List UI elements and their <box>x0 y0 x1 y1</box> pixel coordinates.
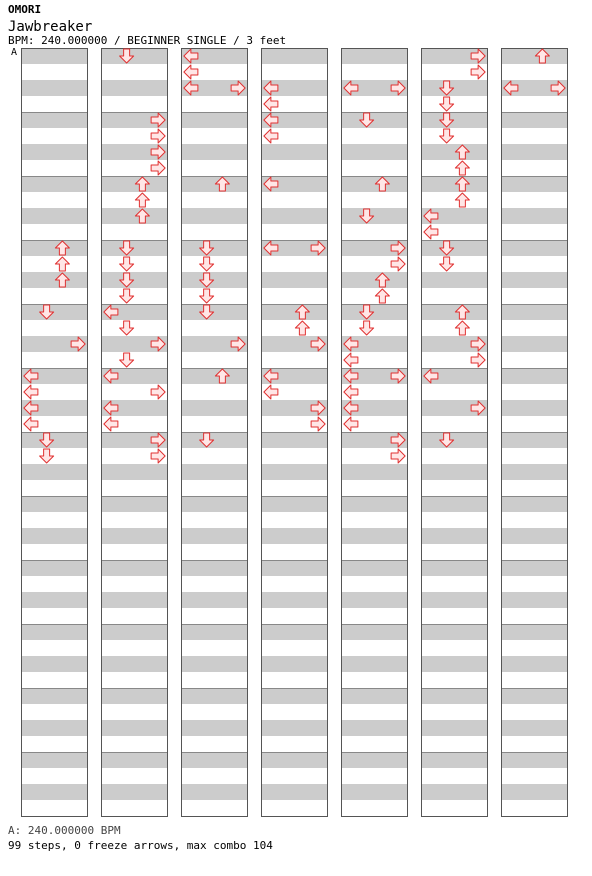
beat-stripe <box>261 208 328 224</box>
step-arrow-left <box>264 385 278 399</box>
beat-stripe <box>261 752 328 768</box>
beat-stripe <box>21 496 88 512</box>
beat-stripe <box>181 624 248 640</box>
beat-stripe <box>501 624 568 640</box>
chart-column-1 <box>21 48 88 817</box>
beat-stripe <box>501 240 568 256</box>
step-arrow-left <box>424 225 438 239</box>
beat-stripe <box>421 112 488 128</box>
beat-stripe <box>261 720 328 736</box>
beat-stripe <box>501 592 568 608</box>
beat-stripe <box>501 336 568 352</box>
beat-stripe <box>341 464 408 480</box>
beat-stripe <box>21 592 88 608</box>
beat-stripe <box>261 624 328 640</box>
beat-stripe <box>21 752 88 768</box>
beat-stripe <box>21 720 88 736</box>
beat-stripe <box>421 688 488 704</box>
beat-stripe <box>101 176 168 192</box>
step-arrow-down <box>200 289 214 303</box>
beat-stripe <box>21 240 88 256</box>
beat-stripe <box>501 560 568 576</box>
beat-stripe <box>421 176 488 192</box>
step-arrow-right <box>151 161 165 175</box>
bpm-legend: A: 240.000000 BPM <box>8 824 121 837</box>
beat-stripe <box>501 400 568 416</box>
beat-stripe <box>421 592 488 608</box>
beat-stripe <box>261 432 328 448</box>
beat-stripe <box>421 80 488 96</box>
beat-stripe <box>341 560 408 576</box>
beat-stripe <box>181 304 248 320</box>
beat-stripe <box>181 400 248 416</box>
step-arrow-down <box>200 257 214 271</box>
beat-stripe <box>501 48 568 64</box>
beat-stripe <box>341 304 408 320</box>
beat-stripe <box>501 528 568 544</box>
beat-stripe <box>501 112 568 128</box>
beat-stripe <box>261 496 328 512</box>
beat-stripe <box>181 720 248 736</box>
beat-stripe <box>341 496 408 512</box>
beat-stripe <box>101 48 168 64</box>
beat-stripe <box>21 176 88 192</box>
step-arrow-right <box>471 353 485 367</box>
beat-stripe <box>261 272 328 288</box>
beat-stripe <box>181 496 248 512</box>
step-arrow-left <box>344 417 358 431</box>
beat-stripe <box>21 80 88 96</box>
beat-stripe <box>181 208 248 224</box>
beat-stripe <box>21 144 88 160</box>
step-arrow-right <box>391 257 405 271</box>
chart-info: BPM: 240.000000 / BEGINNER SINGLE / 3 feet <box>8 34 287 47</box>
beat-stripe <box>181 240 248 256</box>
step-arrow-down <box>120 321 134 335</box>
beat-stripe <box>341 176 408 192</box>
beat-stripe <box>341 784 408 800</box>
beat-stripe <box>181 176 248 192</box>
beat-stripe <box>101 464 168 480</box>
beat-stripe <box>101 560 168 576</box>
beat-stripe <box>101 784 168 800</box>
artist-name: OMORI <box>8 3 42 16</box>
beat-stripe <box>101 624 168 640</box>
beat-stripe <box>501 272 568 288</box>
beat-stripe <box>101 752 168 768</box>
beat-stripe <box>261 688 328 704</box>
beat-stripe <box>21 688 88 704</box>
beat-stripe <box>421 528 488 544</box>
step-arrow-down <box>440 129 454 143</box>
beat-stripe <box>101 80 168 96</box>
beat-stripe <box>261 304 328 320</box>
beat-stripe <box>21 624 88 640</box>
beat-stripe <box>101 528 168 544</box>
step-arrow-left <box>24 417 38 431</box>
beat-stripe <box>21 464 88 480</box>
beat-stripe <box>261 784 328 800</box>
beat-stripe <box>181 560 248 576</box>
step-arrow-down <box>440 97 454 111</box>
beat-stripe <box>421 560 488 576</box>
chart-column-2 <box>101 48 168 817</box>
beat-stripe <box>261 464 328 480</box>
step-arrow-up <box>455 161 469 175</box>
step-arrow-left <box>24 385 38 399</box>
beat-stripe <box>181 784 248 800</box>
chart-column-6 <box>421 48 488 817</box>
step-arrow-down <box>120 289 134 303</box>
step-arrow-up <box>135 193 149 207</box>
step-arrow-down <box>440 257 454 271</box>
beat-stripe <box>421 272 488 288</box>
step-arrow-left <box>184 65 198 79</box>
beat-stripe <box>341 624 408 640</box>
chart-column-7 <box>501 48 568 817</box>
beat-stripe <box>21 432 88 448</box>
beat-stripe <box>341 656 408 672</box>
beat-stripe <box>181 688 248 704</box>
beat-stripe <box>421 752 488 768</box>
beat-stripe <box>261 48 328 64</box>
beat-stripe <box>21 112 88 128</box>
beat-stripe <box>181 368 248 384</box>
beat-stripe <box>341 208 408 224</box>
beat-stripe <box>181 592 248 608</box>
beat-stripe <box>421 656 488 672</box>
step-stats: 99 steps, 0 freeze arrows, max combo 104 <box>8 839 273 852</box>
beat-stripe <box>21 656 88 672</box>
beat-stripe <box>341 272 408 288</box>
beat-stripe <box>501 464 568 480</box>
beat-stripe <box>181 144 248 160</box>
beat-stripe <box>421 304 488 320</box>
step-arrow-left <box>264 97 278 111</box>
bpm-marker-label: A <box>11 47 18 58</box>
beat-stripe <box>501 144 568 160</box>
beat-stripe <box>101 656 168 672</box>
beat-stripe <box>101 240 168 256</box>
beat-stripe <box>421 240 488 256</box>
beat-stripe <box>181 464 248 480</box>
beat-stripe <box>101 496 168 512</box>
beat-stripe <box>101 592 168 608</box>
beat-stripe <box>501 720 568 736</box>
step-arrow-down <box>40 449 54 463</box>
beat-stripe <box>501 688 568 704</box>
beat-stripe <box>101 720 168 736</box>
beat-stripe <box>21 560 88 576</box>
beat-stripe <box>181 112 248 128</box>
chart-column-5 <box>341 48 408 817</box>
beat-stripe <box>341 688 408 704</box>
step-arrow-right <box>151 129 165 143</box>
beat-stripe <box>261 656 328 672</box>
step-arrow-left <box>104 417 118 431</box>
step-arrow-up <box>55 257 69 271</box>
beat-stripe <box>341 112 408 128</box>
beat-stripe <box>341 48 408 64</box>
beat-stripe <box>421 496 488 512</box>
beat-stripe <box>341 752 408 768</box>
beat-stripe <box>421 784 488 800</box>
beat-stripe <box>341 528 408 544</box>
step-arrow-down <box>120 257 134 271</box>
beat-stripe <box>181 272 248 288</box>
beat-stripe <box>261 560 328 576</box>
step-arrow-down <box>120 353 134 367</box>
song-title: Jawbreaker <box>8 19 93 35</box>
step-arrow-up <box>455 321 469 335</box>
beat-stripe <box>101 688 168 704</box>
beat-stripe <box>21 784 88 800</box>
beat-stripe <box>501 784 568 800</box>
chart-column-4 <box>261 48 328 817</box>
beat-stripe <box>21 304 88 320</box>
beat-stripe <box>501 752 568 768</box>
beat-stripe <box>421 624 488 640</box>
beat-stripe <box>421 144 488 160</box>
step-arrow-down <box>360 321 374 335</box>
beat-stripe <box>421 720 488 736</box>
beat-stripe <box>501 656 568 672</box>
beat-stripe <box>421 464 488 480</box>
step-arrow-left <box>264 129 278 143</box>
beat-stripe <box>101 208 168 224</box>
step-arrow-left <box>344 353 358 367</box>
step-arrow-right <box>311 417 325 431</box>
step-arrow-up <box>455 193 469 207</box>
beat-stripe <box>21 48 88 64</box>
beat-stripe <box>181 752 248 768</box>
step-arrow-right <box>151 449 165 463</box>
beat-stripe <box>261 528 328 544</box>
beat-stripe <box>21 208 88 224</box>
step-arrow-right <box>471 65 485 79</box>
beat-stripe <box>261 592 328 608</box>
beat-stripe <box>501 208 568 224</box>
step-arrow-up <box>375 289 389 303</box>
beat-stripe <box>21 528 88 544</box>
beat-stripe <box>501 176 568 192</box>
beat-stripe <box>341 144 408 160</box>
beat-stripe <box>501 368 568 384</box>
beat-stripe <box>501 496 568 512</box>
beat-stripe <box>341 720 408 736</box>
beat-stripe <box>501 304 568 320</box>
step-arrow-left <box>344 385 358 399</box>
step-arrow-right <box>151 385 165 399</box>
beat-stripe <box>181 432 248 448</box>
chart-column-3 <box>181 48 248 817</box>
beat-stripe <box>261 144 328 160</box>
step-arrow-right <box>391 449 405 463</box>
beat-stripe <box>181 656 248 672</box>
beat-stripe <box>421 432 488 448</box>
beat-stripe <box>341 592 408 608</box>
step-arrow-up <box>295 321 309 335</box>
beat-stripe <box>101 272 168 288</box>
beat-stripe <box>501 432 568 448</box>
beat-stripe <box>181 528 248 544</box>
beat-stripe <box>21 272 88 288</box>
